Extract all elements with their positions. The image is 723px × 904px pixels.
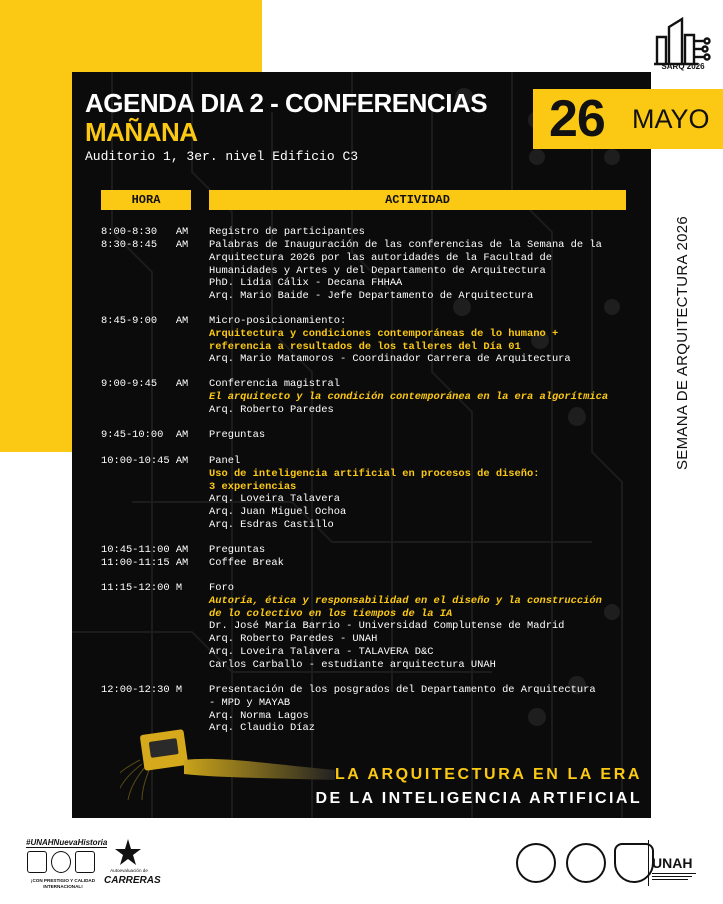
faculty-emblem-icon (516, 843, 556, 883)
activity-line: Arq. Loveira Talavera - TALAVERA D&C (209, 645, 434, 658)
activity-line: Conferencia magistral (209, 378, 340, 390)
activity-line: Arq. Roberto Paredes (209, 403, 334, 416)
activity-line: Arq. Norma Lagos (209, 709, 309, 722)
activity-line: Presentación de los posgrados del Departamento de Arquitectura (209, 684, 596, 696)
unah-subtitle-lines (652, 871, 702, 882)
unah-wordmark: UNAH (652, 855, 693, 871)
agenda-time: 8:45-9:00 AM (101, 315, 189, 327)
activity-line: Autoría, ética y responsabilidad en el diseño y la construcción (209, 594, 602, 607)
footer-seal-icon (75, 851, 95, 873)
date-day: 26 (549, 90, 605, 148)
footer-seal-icon (27, 851, 47, 873)
activity-line: Panel (209, 455, 241, 467)
agenda-activity (209, 455, 629, 532)
activity-line: Carlos Carballo - estudiante arquitectura UNAH (209, 658, 496, 671)
activity-line: Registro de participantes (209, 226, 365, 238)
agenda-time: 10:00-10:45 AM (101, 455, 189, 467)
agenda-time: 9:45-10:00 AM (101, 429, 189, 441)
agenda-time: 11:15-12:00 M (101, 582, 183, 594)
footer-carreras-label: CARRERAS (104, 875, 161, 886)
agenda-activity (209, 226, 629, 239)
agenda-activity (209, 429, 629, 442)
agenda-activity (209, 582, 629, 672)
agenda-time: 10:45-11:00 AM (101, 544, 189, 556)
agenda-time: 9:00-9:45 AM (101, 378, 189, 390)
page-title-secondary: MAÑANA (85, 117, 198, 147)
activity-line: Uso de inteligencia artificial en procesos de diseño: (209, 467, 540, 480)
activity-line: PhD. Lidia Cálix - Decana FHHAA (209, 277, 403, 290)
activity-line: Arq. Mario Matamoros - Coordinador Carrera de Arquitectura (209, 353, 571, 366)
activity-line: Humanidades y Artes y del Departamento de Arquitectura (209, 264, 546, 277)
activity-line: Arq. Roberto Paredes - UNAH (209, 633, 378, 646)
date-month: MAYO (632, 104, 710, 134)
activity-line: - MPD y MAYAB (209, 696, 291, 709)
activity-line: Arquitectura y condiciones contemporáneas de lo humano + (209, 327, 559, 340)
activity-line: Arq. Loveira Talavera (209, 493, 340, 506)
activity-line: Coffee Break (209, 557, 284, 569)
logo-text: SARQ 2026 (661, 62, 705, 71)
footer-hashtag: #UNAHNuevaHistoria (26, 838, 108, 847)
page-title: AGENDA DIA 2 - CONFERENCIAS (85, 88, 488, 118)
footer-carreras-caption: Autoevaluación de (110, 868, 148, 873)
activity-line: Foro (209, 582, 234, 594)
slogan-line-1: LA ARQUITECTURA EN LA ERA (334, 766, 642, 783)
activity-line: Arq. Esdras Castillo (209, 518, 334, 531)
activity-line: Arq. Mario Baide - Jefe Departamento de Arquitectura (209, 290, 534, 303)
activity-line: Arq. Juan Miguel Ochoa (209, 506, 347, 519)
agenda-time: 12:00-12:30 M (101, 684, 183, 696)
agenda-time: 11:00-11:15 AM (101, 557, 189, 569)
activity-line: El arquitecto y la condición contemporánea en la era algorítmica (209, 390, 609, 403)
agenda-activity (209, 557, 629, 570)
activity-line: 3 experiencias (209, 480, 297, 493)
footer-seal-icon (51, 851, 71, 873)
agenda-activity (209, 544, 629, 557)
agenda-activity (209, 378, 629, 416)
activity-line: Micro-posicionamiento: (209, 315, 347, 327)
carreras-star-icon (110, 838, 146, 868)
header-hora: HORA (101, 190, 191, 210)
agenda-time: 8:00-8:30 AM (101, 226, 189, 238)
footer-divider (648, 840, 649, 886)
activity-line: referencia a resultados de los talleres del Día 01 (209, 340, 521, 353)
activity-line: Arquitectura 2026 por las autoridades de la Facultad de (209, 251, 552, 264)
activity-line: Dr. José María Barrio - Universidad Complutense de Madrid (209, 620, 565, 633)
agenda-time: 8:30-8:45 AM (101, 239, 189, 251)
activity-line: de lo colectivo en los tiempos de la IA (209, 607, 453, 620)
side-vertical-text: SEMANA DE ARQUITECTURA 2026 (674, 215, 691, 470)
activity-line: Palabras de Inauguración de las conferencias de la Semana de la (209, 239, 602, 251)
slogan-line-2: DE LA INTELIGENCIA ARTIFICIAL (315, 790, 642, 807)
venue-subtitle: Auditorio 1, 3er. nivel Edificio C3 (85, 149, 359, 164)
activity-line: Arq. Claudio Díaz (209, 722, 316, 735)
department-emblem-icon (566, 843, 606, 883)
header-actividad: ACTIVIDAD (209, 190, 626, 210)
robot-figure-icon (120, 720, 350, 800)
agenda-activity (209, 239, 629, 303)
activity-line: Preguntas (209, 429, 266, 441)
footer-motto: ¡CON PRESTIGIO Y CALIDAD INTERNACIONAL! (30, 878, 96, 889)
activity-line: Preguntas (209, 544, 266, 556)
agenda-activity (209, 315, 629, 366)
